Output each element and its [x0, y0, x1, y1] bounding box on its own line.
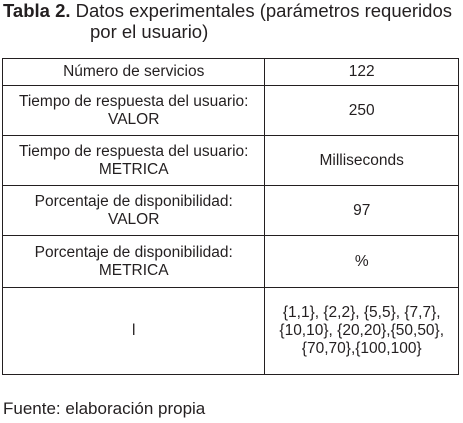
table-row [3, 288, 459, 375]
parameter-name: Porcentaje de disponibilidad: [34, 192, 233, 210]
table-row [3, 236, 459, 288]
parameter-cell [3, 288, 265, 375]
value-cell: 97 [265, 186, 459, 236]
table-caption [3, 0, 461, 42]
parameter-name: l [131, 322, 136, 339]
parameter-cell [3, 136, 265, 186]
parameter-qualifier: VALOR [108, 110, 160, 128]
parameter-cell [3, 86, 265, 136]
parameter-cell [3, 59, 265, 86]
parameter-name: Tiempo de respuesta del usuario: [18, 142, 249, 160]
value-cell: Milliseconds [265, 136, 459, 186]
value-cell: {1,1}, {2,2}, {5,5}, {7,7}, {10,10}, {20,20},{50,50},{70,70},{100,100} [265, 288, 459, 375]
table-row [3, 136, 459, 186]
caption-label: Tabla 2. [3, 0, 71, 21]
caption-line-1 [3, 0, 461, 21]
source-note: Fuente: elaboración propia [3, 399, 206, 418]
parameter-qualifier: VALOR [108, 210, 160, 228]
parameter-cell [3, 236, 265, 288]
parameter-qualifier: METRICA [98, 160, 169, 178]
caption-line-2: por el usuario) [90, 21, 209, 42]
table-row [3, 186, 459, 236]
parameter-cell [3, 186, 265, 236]
table-row [3, 59, 459, 86]
parameter-name: Número de servicios [63, 63, 205, 80]
parameter-name: Tiempo de respuesta del usuario: [18, 92, 249, 110]
table-row [3, 86, 459, 136]
value-cell: 250 [265, 86, 459, 136]
value-cell: % [265, 236, 459, 288]
parameter-qualifier: METRICA [98, 261, 169, 279]
parameter-name: Porcentaje de disponibilidad: [34, 243, 233, 261]
caption-title-part-1: Datos experimentales (parámetros requeridos [70, 0, 452, 21]
experimental-data-table [2, 58, 459, 375]
value-cell: 122 [265, 59, 459, 86]
